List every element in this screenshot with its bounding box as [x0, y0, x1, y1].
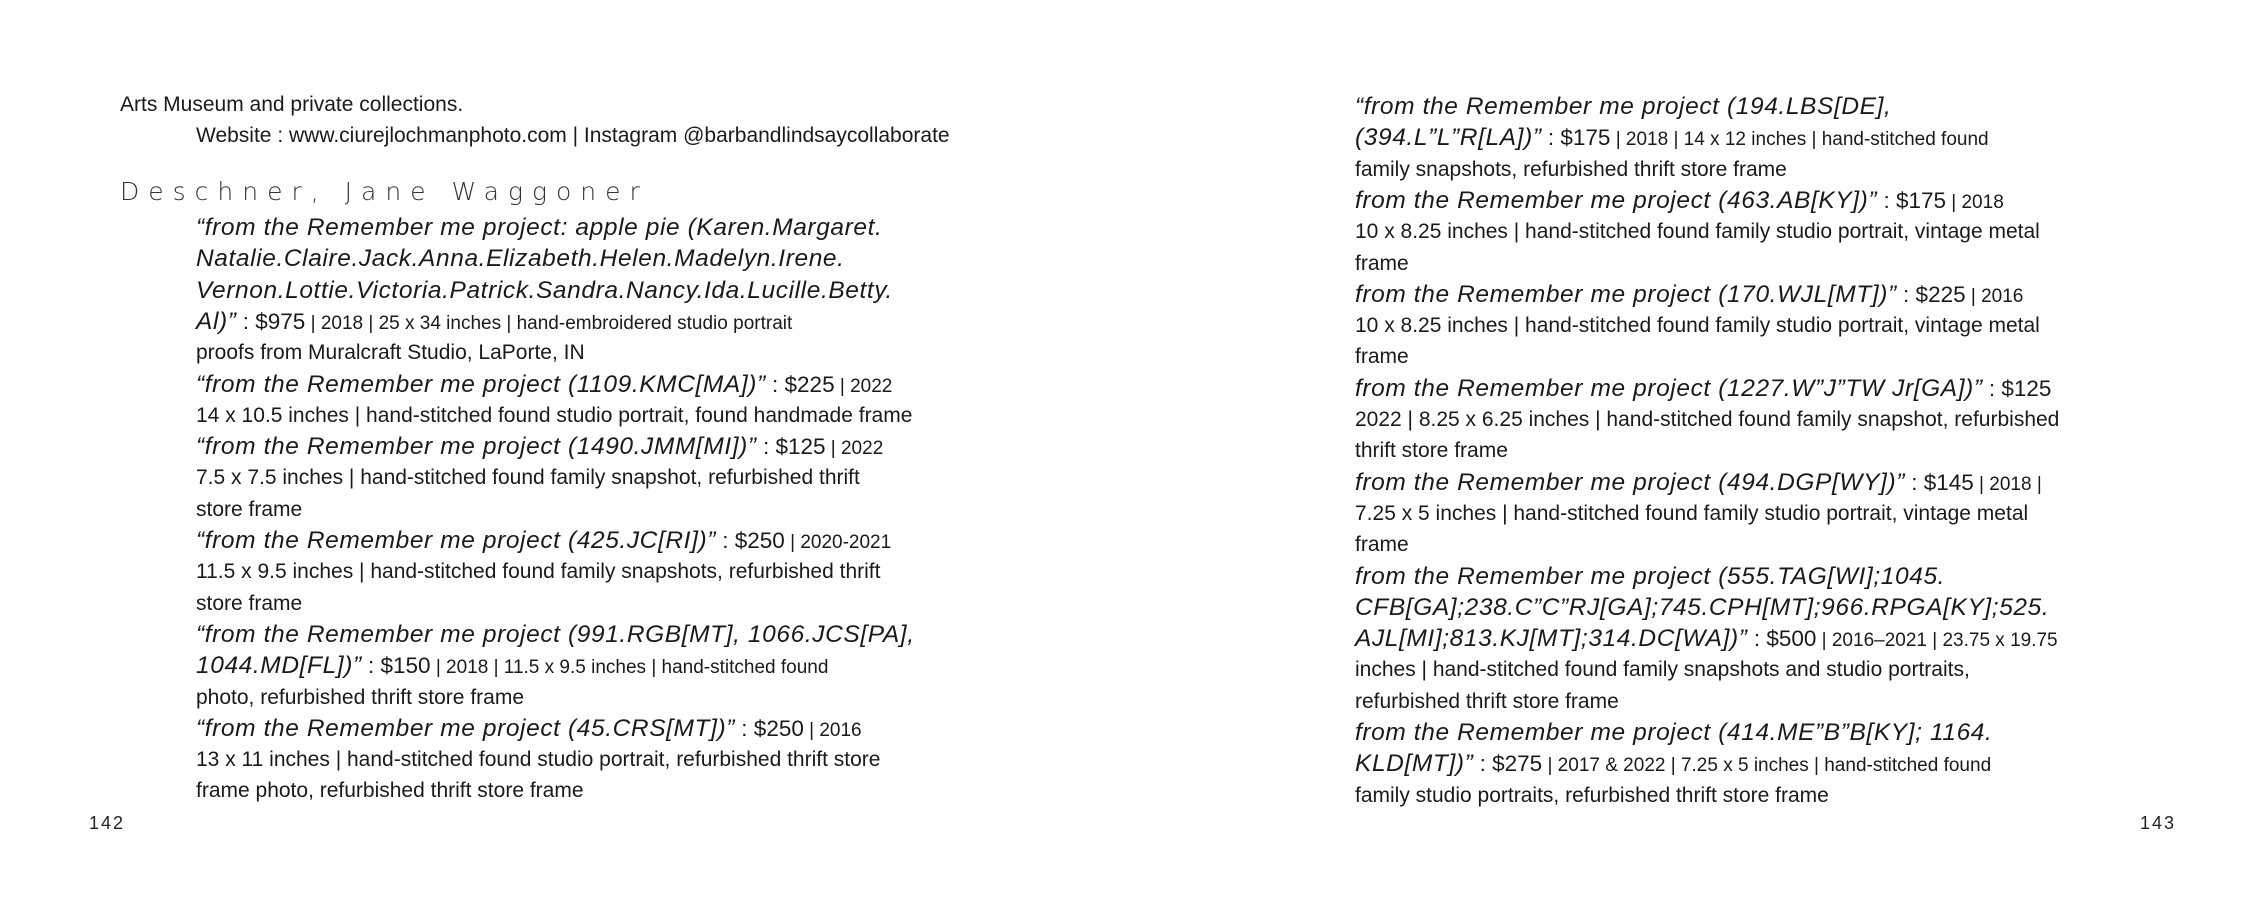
entry-details: | 2018 | 25 x 34 inches | hand-embroidered studio portrait: [305, 312, 793, 334]
entry-title: Vernon.Lottie.Victoria.Patrick.Sandra.Nancy.Ida.Lucille.Betty.: [196, 276, 893, 304]
entry-price: : $175: [1541, 125, 1611, 151]
entry-title: “from the Remember me project: apple pie (Karen.Margaret.: [196, 214, 883, 241]
entry-price: : $175: [1877, 187, 1946, 213]
entry-title-line: [196, 431, 883, 464]
entry-details: | 2017 & 2022 | 7.25 x 5 inches | hand-stitched found: [1542, 755, 1992, 777]
entry-title-line: [1355, 623, 2058, 656]
entry-description-line: photo, refurbished thrift store frame: [196, 685, 524, 709]
entry-price: : $250: [716, 528, 785, 553]
entry-title: “from the Remember me project (1109.KMC[MA])”: [196, 370, 766, 398]
entry-title: “from the Remember me project (1490.JMM[MI])”: [196, 433, 757, 461]
entry-title-line: [196, 275, 893, 307]
entry-title-line: [1355, 748, 1991, 781]
entry-title: “from the Remember me project (991.RGB[MT], 1066.JCS[PA],: [196, 620, 915, 648]
entry-title: “from the Remember me project (45.CRS[MT])”: [196, 714, 736, 742]
entry-title-line: [1355, 561, 1945, 593]
entry-title-line: [196, 243, 845, 275]
entry-description-line: family snapshots, refurbished thrift store frame: [1355, 157, 1787, 181]
entry-description-line: store frame: [196, 497, 303, 521]
entry-title-line: [1355, 467, 2042, 500]
entry-price: : $125: [756, 434, 826, 460]
entry-description-line: frame: [1355, 251, 1409, 275]
entry-title: Natalie.Claire.Jack.Anna.Elizabeth.Helen.Madelyn.Irene.: [196, 245, 845, 273]
entry-title: from the Remember me project (555.TAG[WI];1045.: [1355, 562, 1946, 590]
entry-title-line: [1355, 122, 1989, 155]
entry-title-line: [196, 306, 792, 339]
entry-title-line: [1355, 592, 2049, 624]
entry-details: | 2020-2021: [784, 532, 892, 553]
entry-title: KLD[MT])”: [1355, 750, 1474, 778]
entry-price: : $250: [735, 715, 804, 741]
entry-title-line: [1355, 185, 2004, 218]
entry-title: from the Remember me project (463.AB[KY])”: [1355, 186, 1878, 214]
entry-description-line: frame photo, refurbished thrift store frame: [196, 779, 584, 803]
entry-price: : $500: [1747, 626, 1817, 652]
entry-description-line: inches | hand-stitched found family snapshots and studio portraits,: [1355, 658, 1970, 682]
entry-details: | 2016–2021 | 23.75 x 19.75: [1816, 630, 2058, 652]
entry-description-line: 7.5 x 7.5 inches | hand-stitched found family snapshot, refurbished thrift: [196, 466, 860, 490]
entry-details: | 2016: [1965, 285, 2024, 307]
entry-title: from the Remember me project (414.ME”B”B[KY]; 1164.: [1355, 719, 1993, 746]
entry-price: : $225: [765, 371, 835, 397]
right-page: [1125, 0, 2250, 900]
entry-description-line: 10 x 8.25 inches | hand-stitched found family studio portrait, vintage metal: [1355, 314, 2040, 338]
entry-title-line: [196, 619, 915, 651]
website-line: Website : www.ciurejlochmanphoto.com | Instagram @barbandlindsaycollaborate: [196, 124, 950, 147]
entry-title-line: [1355, 717, 1992, 749]
entry-price: : $145: [1904, 469, 1974, 495]
entry-description-line: frame: [1355, 533, 1409, 557]
entry-title-line: [196, 212, 882, 244]
entry-title: CFB[GA];238.C”C”RJ[GA];745.CPH[MT];966.RPGA[KY];525.: [1355, 593, 2050, 621]
entry-title-line: [196, 650, 828, 683]
entry-details: | 2018 | 14 x 12 inches | hand-stitched found: [1610, 129, 1989, 151]
entry-details: | 2022: [834, 375, 893, 397]
entry-title: from the Remember me project (494.DGP[WY])”: [1355, 468, 1905, 496]
entry-description-line: proofs from Muralcraft Studio, LaPorte, IN: [196, 341, 585, 365]
entry-price: : $225: [1896, 281, 1966, 307]
page-number-left: 142: [89, 813, 126, 833]
entry-description-line: thrift store frame: [1355, 439, 1508, 463]
entry-title-line: [1355, 91, 1891, 123]
entry-price: : $150: [361, 653, 431, 679]
entry-description-line: family studio portraits, refurbished thrift store frame: [1355, 783, 1829, 807]
entry-details: | 2018 |: [1973, 473, 2042, 495]
entry-title-line: [1355, 279, 2023, 312]
entry-description-line: 13 x 11 inches | hand-stitched found studio portrait, refurbished thrift store: [196, 748, 881, 772]
entry-details: | 2022: [825, 438, 884, 460]
entry-details: | 2018: [1946, 191, 2004, 213]
entry-price: : $275: [1473, 751, 1543, 777]
entry-title: “from the Remember me project (194.LBS[DE],: [1355, 93, 1892, 120]
entry-title: (394.L”L”R[LA])”: [1355, 124, 1542, 152]
entry-description-line: 2022 | 8.25 x 6.25 inches | hand-stitched found family snapshot, refurbished: [1355, 408, 2060, 431]
entry-title-line: [196, 713, 862, 746]
entry-price: : $125: [1982, 375, 2052, 401]
entry-title-line: [196, 525, 891, 558]
entry-title: AJL[MI];813.KJ[MT];314.DC[WA])”: [1355, 625, 1748, 653]
entry-description-line: 14 x 10.5 inches | hand-stitched found studio portrait, found handmade frame: [196, 403, 913, 427]
entry-description-line: frame: [1355, 345, 1409, 369]
entry-description-line: 7.25 x 5 inches | hand-stitched found family studio portrait, vintage metal: [1355, 501, 2029, 525]
intro-line: Arts Museum and private collections.: [120, 93, 464, 116]
entry-description-line: 11.5 x 9.5 inches | hand-stitched found family snapshots, refurbished thrift: [196, 560, 881, 584]
entry-description-line: store frame: [196, 591, 303, 615]
entry-title: 1044.MD[FL])”: [196, 652, 362, 680]
entry-title-line: [1355, 373, 2051, 406]
entry-details: | 2016: [803, 719, 862, 741]
page-number-right: 143: [2140, 813, 2177, 833]
artist-name: Deschner, Jane Waggoner: [120, 177, 649, 206]
entry-description-line: 10 x 8.25 inches | hand-stitched found family studio portrait, vintage metal: [1355, 220, 2040, 244]
entry-details: | 2018 | 11.5 x 9.5 inches | hand-stitched found: [430, 657, 829, 679]
entry-title: Al)”: [196, 307, 237, 335]
entry-title: from the Remember me project (170.WJL[MT])”: [1355, 280, 1897, 308]
entry-description-line: refurbished thrift store frame: [1355, 689, 1619, 713]
entry-title: from the Remember me project (1227.W”J”TW Jr[GA])”: [1355, 374, 1983, 402]
entry-price: : $975: [236, 308, 306, 334]
entry-title: “from the Remember me project (425.JC[RI])”: [196, 527, 717, 554]
entry-title-line: [196, 369, 892, 402]
